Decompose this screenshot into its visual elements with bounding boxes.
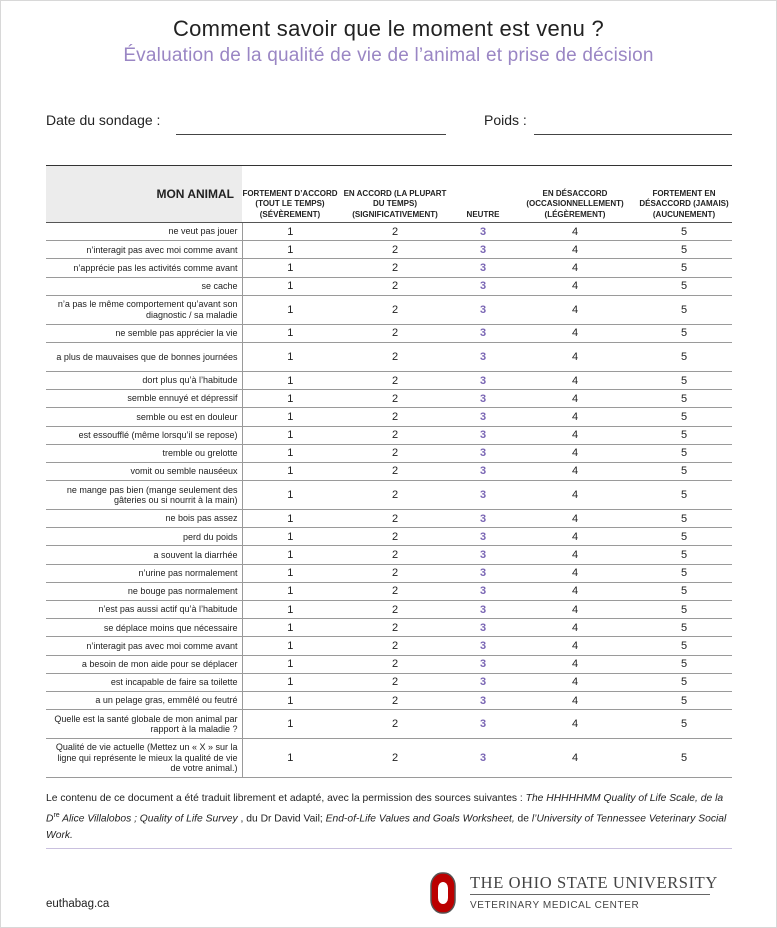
rating-option[interactable]: 4	[514, 710, 636, 739]
rating-option[interactable]: 4	[514, 259, 636, 277]
rating-option[interactable]: 4	[514, 342, 636, 371]
rating-option[interactable]: 1	[242, 390, 338, 408]
row-label: ne bouge pas normalement	[46, 582, 242, 600]
rating-option[interactable]: 3	[452, 739, 514, 778]
rating-option[interactable]: 4	[514, 510, 636, 528]
rating-option[interactable]: 4	[514, 295, 636, 324]
rating-option[interactable]: 5	[636, 619, 732, 637]
rating-option[interactable]: 1	[242, 426, 338, 444]
rating-option[interactable]: 4	[514, 691, 636, 709]
rating-option[interactable]: 4	[514, 739, 636, 778]
rating-option[interactable]: 3	[452, 528, 514, 546]
rating-option[interactable]: 1	[242, 528, 338, 546]
rating-option[interactable]: 4	[514, 564, 636, 582]
rating-option[interactable]: 4	[514, 223, 636, 241]
row-label: n’est pas aussi actif qu’à l’habitude	[46, 601, 242, 619]
rating-option[interactable]: 5	[636, 637, 732, 655]
table-row	[46, 582, 732, 600]
divider	[46, 848, 732, 849]
column-header: EN DÉSACCORD (OCCASIONNELLEMENT) (LÉGÈREMENT)	[514, 166, 636, 223]
row-label: se cache	[46, 277, 242, 295]
column-header: FORTEMENT EN DÉSACCORD (JAMAIS) (AUCUNEMENT)	[636, 166, 732, 223]
table-row	[46, 444, 732, 462]
rating-option[interactable]: 3	[452, 295, 514, 324]
rating-option[interactable]: 2	[338, 528, 452, 546]
column-header: EN ACCORD (LA PLUPART DU TEMPS) (SIGNIFICATIVEMENT)	[338, 166, 452, 223]
rating-option[interactable]: 2	[338, 444, 452, 462]
rating-option[interactable]: 5	[636, 673, 732, 691]
source-note	[46, 790, 736, 844]
row-label: ne veut pas jouer	[46, 223, 242, 241]
rating-option[interactable]: 5	[636, 481, 732, 510]
table-row	[46, 601, 732, 619]
table-row	[46, 277, 732, 295]
rating-option[interactable]: 4	[514, 673, 636, 691]
head-label: MON ANIMAL	[46, 166, 242, 223]
row-label: a besoin de mon aide pour se déplacer	[46, 655, 242, 673]
note-italic: l’University of Tennessee Veterinary Social Work.	[46, 813, 727, 842]
rating-option[interactable]: 3	[452, 342, 514, 371]
rating-option[interactable]: 2	[338, 510, 452, 528]
row-label: est incapable de faire sa toilette	[46, 673, 242, 691]
row-label: a plus de mauvaises que de bonnes journées	[46, 342, 242, 371]
rating-option[interactable]: 1	[242, 481, 338, 510]
rating-option[interactable]: 4	[514, 241, 636, 259]
rating-option[interactable]: 2	[338, 390, 452, 408]
quality-of-life-table	[46, 165, 732, 778]
rating-option[interactable]: 4	[514, 324, 636, 342]
rating-option[interactable]: 5	[636, 564, 732, 582]
rating-option[interactable]: 5	[636, 691, 732, 709]
table-row	[46, 510, 732, 528]
rating-option[interactable]: 2	[338, 259, 452, 277]
rating-option[interactable]: 1	[242, 691, 338, 709]
rating-option[interactable]: 2	[338, 582, 452, 600]
rating-option[interactable]: 1	[242, 223, 338, 241]
rating-option[interactable]: 5	[636, 444, 732, 462]
rating-option[interactable]: 2	[338, 546, 452, 564]
rating-option[interactable]: 2	[338, 342, 452, 371]
rating-option[interactable]: 5	[636, 426, 732, 444]
column-header: NEUTRE	[452, 166, 514, 223]
rating-option[interactable]: 5	[636, 739, 732, 778]
rating-option[interactable]: 5	[636, 371, 732, 389]
rating-option[interactable]: 2	[338, 324, 452, 342]
rating-option[interactable]: 1	[242, 444, 338, 462]
row-label: a un pelage gras, emmêlé ou feutré	[46, 691, 242, 709]
rating-option[interactable]: 4	[514, 371, 636, 389]
table-row	[46, 546, 732, 564]
rating-option[interactable]: 4	[514, 655, 636, 673]
rating-option[interactable]: 3	[452, 481, 514, 510]
table-row	[46, 223, 732, 241]
table-row	[46, 390, 732, 408]
rating-option[interactable]: 4	[514, 462, 636, 480]
rating-option[interactable]: 3	[452, 510, 514, 528]
rating-option[interactable]: 1	[242, 259, 338, 277]
rating-option[interactable]: 5	[636, 342, 732, 371]
row-label: perd du poids	[46, 528, 242, 546]
rating-option[interactable]: 1	[242, 710, 338, 739]
rating-option[interactable]: 2	[338, 673, 452, 691]
rating-option[interactable]: 1	[242, 295, 338, 324]
rating-option[interactable]: 3	[452, 582, 514, 600]
rating-option[interactable]: 2	[338, 408, 452, 426]
rating-option[interactable]: 3	[452, 408, 514, 426]
rating-option[interactable]: 3	[452, 637, 514, 655]
note-sup: re	[53, 812, 60, 819]
table-row	[46, 619, 732, 637]
rating-option[interactable]: 2	[338, 691, 452, 709]
row-label: a souvent la diarrhée	[46, 546, 242, 564]
rating-option[interactable]: 2	[338, 564, 452, 582]
rating-option[interactable]: 5	[636, 601, 732, 619]
rating-option[interactable]: 2	[338, 655, 452, 673]
rating-option[interactable]: 2	[338, 462, 452, 480]
rating-option[interactable]: 5	[636, 528, 732, 546]
rating-option[interactable]: 5	[636, 259, 732, 277]
note-italic: End-of-Life Values and Goals Worksheet,	[325, 813, 515, 825]
row-label: n’apprécie pas les activités comme avant	[46, 259, 242, 277]
rating-option[interactable]: 2	[338, 241, 452, 259]
rating-option[interactable]: 5	[636, 582, 732, 600]
column-header: FORTEMENT D’ACCORD (TOUT LE TEMPS) (SÉVÈREMENT)	[242, 166, 338, 223]
row-label: n’a pas le même comportement qu’avant son diagnostic / sa maladie	[46, 295, 242, 324]
rating-option[interactable]: 3	[452, 324, 514, 342]
table-row	[46, 528, 732, 546]
date-line	[176, 134, 446, 135]
date-field[interactable]	[46, 112, 160, 128]
rating-option[interactable]: 5	[636, 546, 732, 564]
row-label: se déplace moins que nécessaire	[46, 619, 242, 637]
rating-option[interactable]: 3	[452, 241, 514, 259]
rating-option[interactable]: 5	[636, 295, 732, 324]
rating-option[interactable]: 1	[242, 277, 338, 295]
note-text: , du Dr David Vail;	[237, 813, 326, 825]
block-o-logo-icon	[428, 872, 458, 914]
row-label: n’interagit pas avec moi comme avant	[46, 637, 242, 655]
rating-option[interactable]: 3	[452, 223, 514, 241]
weight-line	[534, 134, 732, 135]
table-row	[46, 342, 732, 371]
row-label: n’interagit pas avec moi comme avant	[46, 241, 242, 259]
rating-option[interactable]: 4	[514, 546, 636, 564]
date-label: Date du sondage :	[46, 112, 161, 128]
rating-option[interactable]: 1	[242, 546, 338, 564]
table-row	[46, 739, 732, 778]
table-row	[46, 371, 732, 389]
rating-option[interactable]: 2	[338, 295, 452, 324]
note-italic: Alice Villalobos ; Quality of Life Survey	[59, 813, 238, 825]
rating-option[interactable]: 1	[242, 510, 338, 528]
university-divider	[470, 894, 710, 895]
rating-option[interactable]: 3	[452, 546, 514, 564]
rating-option[interactable]: 4	[514, 601, 636, 619]
row-label: vomit ou semble nauséeux	[46, 462, 242, 480]
rating-option[interactable]: 2	[338, 481, 452, 510]
rating-option[interactable]: 5	[636, 655, 732, 673]
row-label: semble ennuyé et dépressif	[46, 390, 242, 408]
rating-option[interactable]: 2	[338, 277, 452, 295]
rating-option[interactable]: 1	[242, 371, 338, 389]
rating-option[interactable]: 5	[636, 710, 732, 739]
table-row	[46, 710, 732, 739]
note-text: de	[514, 813, 532, 825]
rating-option[interactable]: 1	[242, 637, 338, 655]
rating-option[interactable]: 2	[338, 710, 452, 739]
table-row	[46, 691, 732, 709]
website-link[interactable]: euthabag.ca	[46, 898, 110, 910]
note-text: Le contenu de ce document a été traduit librement et adapté, avec la permission des sources suivantes :	[46, 793, 526, 804]
rating-option[interactable]: 4	[514, 408, 636, 426]
weight-label: Poids :	[484, 112, 527, 128]
rating-option[interactable]: 1	[242, 601, 338, 619]
rating-option[interactable]: 1	[242, 739, 338, 778]
rating-option[interactable]: 4	[514, 390, 636, 408]
row-label: dort plus qu’à l’habitude	[46, 371, 242, 389]
rating-option[interactable]: 1	[242, 462, 338, 480]
rating-option[interactable]: 3	[452, 601, 514, 619]
rating-option[interactable]: 1	[242, 564, 338, 582]
rating-option[interactable]: 1	[242, 582, 338, 600]
table-row	[46, 295, 732, 324]
rating-option[interactable]: 4	[514, 582, 636, 600]
row-label: ne semble pas apprécier la vie	[46, 324, 242, 342]
rating-option[interactable]: 3	[452, 564, 514, 582]
row-label: ne mange pas bien (mange seulement des gâteries ou si nourrit à la main)	[46, 481, 242, 510]
note-italic: The HHHHHMM Quality of Life Scale, de la D	[46, 793, 724, 825]
table-body	[46, 223, 732, 778]
rating-option[interactable]: 3	[452, 619, 514, 637]
rating-option[interactable]: 4	[514, 277, 636, 295]
table-row	[46, 324, 732, 342]
table-row	[46, 564, 732, 582]
rating-option[interactable]: 1	[242, 619, 338, 637]
table-row	[46, 481, 732, 510]
row-label: Qualité de vie actuelle (Mettez un « X » sur la ligne qui représente le mieux la qualité de vie de votre animal.)	[46, 739, 242, 778]
table-row	[46, 241, 732, 259]
medical-center-name: VETERINARY MEDICAL CENTER	[470, 900, 640, 911]
rating-option[interactable]: 3	[452, 673, 514, 691]
row-label: ne bois pas assez	[46, 510, 242, 528]
page-subtitle: Évaluation de la qualité de vie de l’animal et prise de décision	[123, 45, 654, 66]
rating-option[interactable]: 5	[636, 241, 732, 259]
rating-option[interactable]: 3	[452, 691, 514, 709]
rating-option[interactable]: 5	[636, 324, 732, 342]
rating-option[interactable]: 1	[242, 655, 338, 673]
rating-option[interactable]: 3	[452, 655, 514, 673]
rating-option[interactable]: 3	[452, 259, 514, 277]
rating-option[interactable]: 5	[636, 510, 732, 528]
row-label: est essoufflé (même lorsqu’il se repose)	[46, 426, 242, 444]
rating-option[interactable]: 1	[242, 241, 338, 259]
table-row	[46, 462, 732, 480]
rating-option[interactable]: 5	[636, 390, 732, 408]
rating-option[interactable]: 3	[452, 426, 514, 444]
rating-option[interactable]: 2	[338, 637, 452, 655]
page-title: Comment savoir que le moment est venu ?	[172, 16, 605, 41]
rating-option[interactable]: 2	[338, 426, 452, 444]
rating-option[interactable]: 3	[452, 371, 514, 389]
rating-option[interactable]: 2	[338, 371, 452, 389]
table-row	[46, 408, 732, 426]
table-row	[46, 673, 732, 691]
rating-option[interactable]: 5	[636, 462, 732, 480]
rating-option[interactable]: 2	[338, 223, 452, 241]
rating-option[interactable]: 3	[452, 462, 514, 480]
rating-option[interactable]: 4	[514, 444, 636, 462]
row-label: n’urine pas normalement	[46, 564, 242, 582]
rating-option[interactable]: 4	[514, 528, 636, 546]
row-label: tremble ou grelotte	[46, 444, 242, 462]
table-row	[46, 259, 732, 277]
rating-option[interactable]: 1	[242, 324, 338, 342]
rating-option[interactable]: 4	[514, 637, 636, 655]
rating-option[interactable]: 3	[452, 277, 514, 295]
rating-option[interactable]: 3	[452, 444, 514, 462]
rating-option[interactable]: 4	[514, 619, 636, 637]
table-row	[46, 637, 732, 655]
weight-field[interactable]	[484, 112, 527, 128]
rating-option[interactable]: 5	[636, 277, 732, 295]
rating-option[interactable]: 5	[636, 408, 732, 426]
row-label: semble ou est en douleur	[46, 408, 242, 426]
rating-option[interactable]: 3	[452, 710, 514, 739]
table-row	[46, 426, 732, 444]
rating-option[interactable]: 1	[242, 408, 338, 426]
rating-option[interactable]: 5	[636, 223, 732, 241]
table-row	[46, 655, 732, 673]
rating-option[interactable]: 2	[338, 739, 452, 778]
row-label: Quelle est la santé globale de mon animal par rapport à la maladie ?	[46, 710, 242, 739]
rating-option[interactable]: 3	[452, 390, 514, 408]
rating-option[interactable]: 2	[338, 601, 452, 619]
rating-option[interactable]: 4	[514, 481, 636, 510]
rating-option[interactable]: 4	[514, 426, 636, 444]
rating-option[interactable]: 2	[338, 619, 452, 637]
rating-option[interactable]: 1	[242, 342, 338, 371]
university-name: THE OHIO STATE UNIVERSITY	[470, 873, 718, 892]
rating-option[interactable]: 1	[242, 673, 338, 691]
